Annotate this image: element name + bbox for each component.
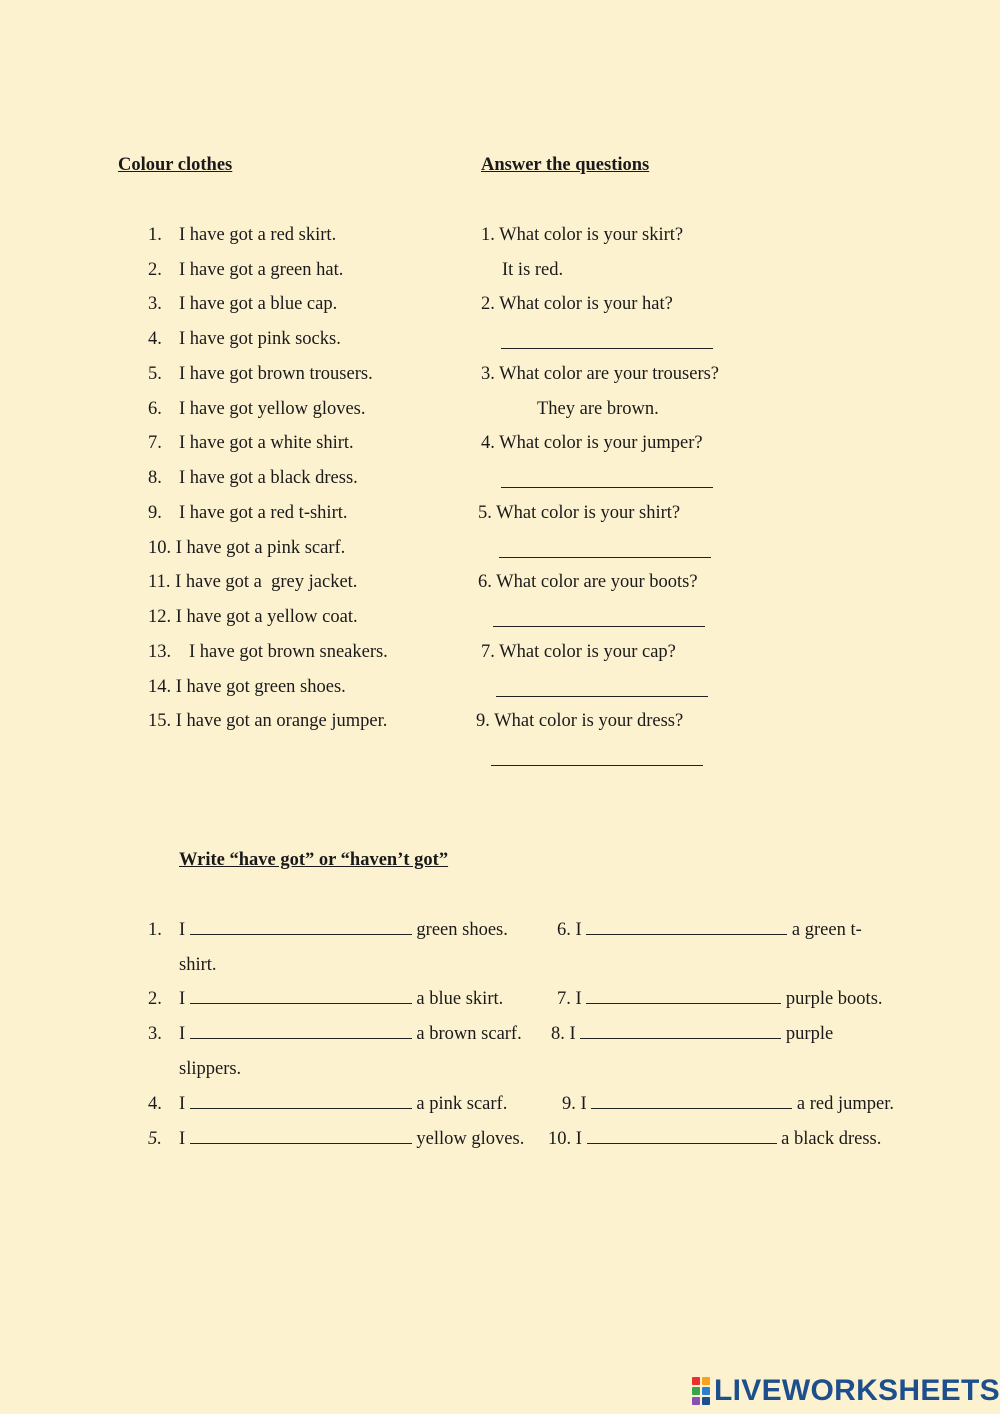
have-got-heading: Write “have got” or “haven’t got” [179, 850, 449, 870]
list-item: 15. I have got an orange jumper. [148, 711, 388, 731]
question: 6. What color are your boots? [478, 572, 698, 592]
question: 5. What color is your shirt? [478, 503, 681, 523]
logo-square [692, 1387, 700, 1395]
question: 1. What color is your skirt? [481, 225, 684, 245]
logo-text: LIVEWORKSHEETS [714, 1374, 1000, 1407]
exercise-item: 1. I green shoes. [148, 920, 508, 940]
logo-square [692, 1377, 700, 1385]
exercise-item: 5. I yellow gloves. [148, 1129, 525, 1149]
list-item: 1. I have got a red skirt. [148, 225, 337, 245]
list-item: 13. I have got brown sneakers. [148, 642, 388, 662]
list-item: 11. I have got a grey jacket. [148, 572, 358, 592]
answer-blank[interactable] [501, 332, 713, 349]
answer-blank[interactable] [491, 749, 703, 766]
list-item: 10. I have got a pink scarf. [148, 538, 346, 558]
fill-blank[interactable] [190, 918, 412, 935]
fill-blank[interactable] [190, 1127, 412, 1144]
exercise-item: 4. I a pink scarf. [148, 1094, 508, 1114]
answer-blank[interactable] [499, 541, 711, 558]
exercise-item: 3. I a brown scarf. [148, 1024, 522, 1044]
list-item: 3. I have got a blue cap. [148, 294, 338, 314]
list-item: 14. I have got green shoes. [148, 677, 346, 697]
answer-text: They are brown. [537, 399, 659, 419]
answer-blank[interactable] [496, 680, 708, 697]
question: 7. What color is your cap? [481, 642, 676, 662]
list-item: 7. I have got a white shirt. [148, 433, 354, 453]
list-item: 2. I have got a green hat. [148, 260, 344, 280]
logo-square [702, 1387, 710, 1395]
fill-blank[interactable] [587, 1127, 777, 1144]
wrapped-text: slippers. [179, 1059, 242, 1079]
exercise-item: 9. I a red jumper. [562, 1094, 895, 1114]
exercise-item: 7. I purple boots. [557, 989, 883, 1009]
logo-square [702, 1377, 710, 1385]
logo-square [692, 1397, 700, 1405]
answer-blank[interactable] [493, 610, 705, 627]
exercise-item: 2. I a blue skirt. [148, 989, 504, 1009]
logo-square [702, 1397, 710, 1405]
liveworksheets-logo [692, 1374, 1000, 1408]
fill-blank[interactable] [190, 987, 412, 1004]
question: 4. What color is your jumper? [481, 433, 703, 453]
colour-clothes-heading: Colour clothes [118, 155, 233, 175]
answer-blank[interactable] [501, 471, 713, 488]
list-item: 5. I have got brown trousers. [148, 364, 373, 384]
question: 3. What color are your trousers? [481, 364, 720, 384]
list-item: 4. I have got pink socks. [148, 329, 341, 349]
fill-blank[interactable] [591, 1092, 792, 1109]
question: 9. What color is your dress? [476, 711, 684, 731]
fill-blank[interactable] [586, 987, 781, 1004]
question: 2. What color is your hat? [481, 294, 673, 314]
fill-blank[interactable] [580, 1022, 781, 1039]
exercise-item: 6. I a green t- [557, 920, 862, 940]
exercise-item: 8. I purple [551, 1024, 834, 1044]
logo-mark-icon [692, 1377, 710, 1405]
list-item: 8. I have got a black dress. [148, 468, 358, 488]
list-item: 12. I have got a yellow coat. [148, 607, 358, 627]
fill-blank[interactable] [586, 918, 787, 935]
exercise-item: 10. I a black dress. [548, 1129, 882, 1149]
wrapped-text: shirt. [179, 955, 217, 975]
answer-questions-heading: Answer the questions [481, 155, 650, 175]
fill-blank[interactable] [190, 1092, 412, 1109]
fill-blank[interactable] [190, 1022, 412, 1039]
list-item: 6. I have got yellow gloves. [148, 399, 366, 419]
list-item: 9. I have got a red t-shirt. [148, 503, 348, 523]
answer-text: It is red. [502, 260, 564, 280]
